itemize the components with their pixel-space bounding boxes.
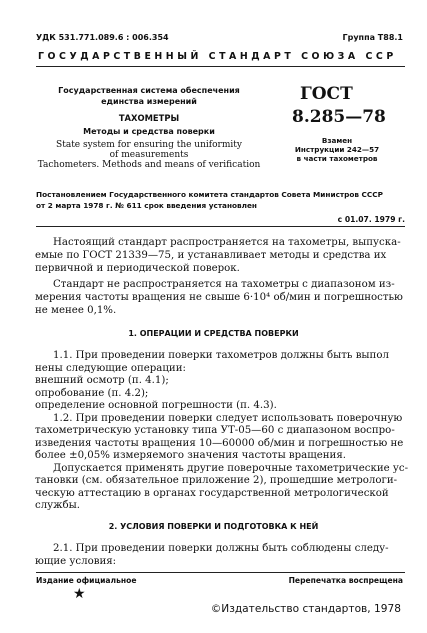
intro-line-1: Настоящий стандарт распространяется на тахометры, выпуска- [53, 237, 401, 248]
p13-line-2: тановки (см. обязательное приложение 2), прошедшие метрологи- [35, 475, 398, 486]
gost-label: ГОСТ [300, 84, 353, 104]
decree-line-2: от 2 марта 1978 г. № 611 срок введения установлен [36, 201, 257, 210]
section-1-title: 1. ОПЕРАЦИИ И СРЕДСТВА ПОВЕРКИ [128, 329, 299, 338]
english-title-line-1: State system for ensuring the uniformity [56, 140, 242, 150]
copyright-notice: ©Издательство стандартов, 1978 [210, 603, 401, 615]
p13-line-3: ческую аттестацию в органах государственной метрологической [35, 488, 389, 499]
english-title [36, 140, 262, 170]
document-subtitle: Методы и средства поверки [83, 127, 215, 136]
intro-line-3: первичной и периодической поверок. [35, 263, 240, 274]
p11-item-2: опробование (п. 4.2); [35, 388, 149, 399]
p12-line-3: изведения частоты вращения 10—60000 об/мин и погрешностью не [35, 438, 404, 449]
star-icon: ★ [73, 586, 86, 602]
english-title-line-2: of measurements [109, 150, 189, 160]
header-rule [36, 66, 405, 67]
official-edition-label: Издание официальное [36, 576, 137, 585]
effective-date: с 01.07. 1979 г. [337, 215, 405, 224]
intro-line-2: емые по ГОСТ 21339—75, и устанавливает методы и средства их [35, 250, 387, 261]
title-block-left [36, 85, 262, 137]
system-line-1: Государственная система обеспечения [58, 86, 240, 95]
p21-line-2: ющие условия: [35, 556, 117, 567]
system-line-2: единства измерений [101, 97, 197, 106]
decree-line-1: Постановлением Государственного комитета стандартов Совета Министров СССР [36, 190, 383, 199]
p12-line-4: более ±0,05% измеряемого значения частоты вращения. [35, 450, 346, 461]
replaces-note [282, 136, 392, 163]
scope-line-3: не менее 0,1%. [35, 305, 117, 316]
p12-line-2: тахометрическую установку типа УТ-05—60 с диапазоном воспро- [35, 425, 395, 436]
scope-line-2: мерения частоты вращения не свыше 6·10⁴ об/мин и погрешностью [35, 292, 403, 303]
udk-code: УДК 531.771.089.6 : 006.354 [36, 33, 169, 42]
group-code: Группа Т88.1 [342, 33, 403, 42]
p21-line-1: 2.1. При проведении поверки должны быть соблюдены следу- [53, 543, 389, 554]
replaces-line-2: Инструкции 242—57 [294, 145, 380, 154]
p13-line-1: Допускается применять другие поверочные тахометрические ус- [53, 463, 409, 474]
p11-line-2: нены следующие операции: [35, 363, 186, 374]
gost-number: 8.285—78 [292, 107, 386, 127]
document-title: ТАХОМЕТРЫ [118, 113, 180, 123]
p12-line-1: 1.2. При проведении поверки следует использовать поверочную [53, 413, 403, 424]
footer-rule [36, 572, 405, 573]
p11-item-1: внешний осмотр (п. 4.1); [35, 375, 169, 386]
p13-line-4: службы. [35, 500, 81, 511]
decree-rule [36, 226, 405, 227]
replaces-line-3: в части тахометров [296, 154, 378, 163]
p11-line-1: 1.1. При проведении поверки тахометров должны быть выпол [53, 350, 389, 361]
replaces-line-1: Взамен [321, 136, 353, 145]
scope-line-1: Стандарт не распространяется на тахометры с диапазоном из- [53, 279, 395, 290]
english-title-line-3: Tachometers. Methods and means of verification [37, 160, 261, 170]
decree-text [36, 189, 383, 211]
p11-item-3: определение основной погрешности (п. 4.3). [35, 400, 277, 411]
state-standard-heading: ГОСУДАРСТВЕННЫЙ СТАНДАРТ СОЮЗА ССР [38, 51, 397, 62]
section-2-title: 2. УСЛОВИЯ ПОВЕРКИ И ПОДГОТОВКА К НЕЙ [108, 522, 319, 531]
reprint-notice: Перепечатка воспрещена [288, 576, 403, 585]
